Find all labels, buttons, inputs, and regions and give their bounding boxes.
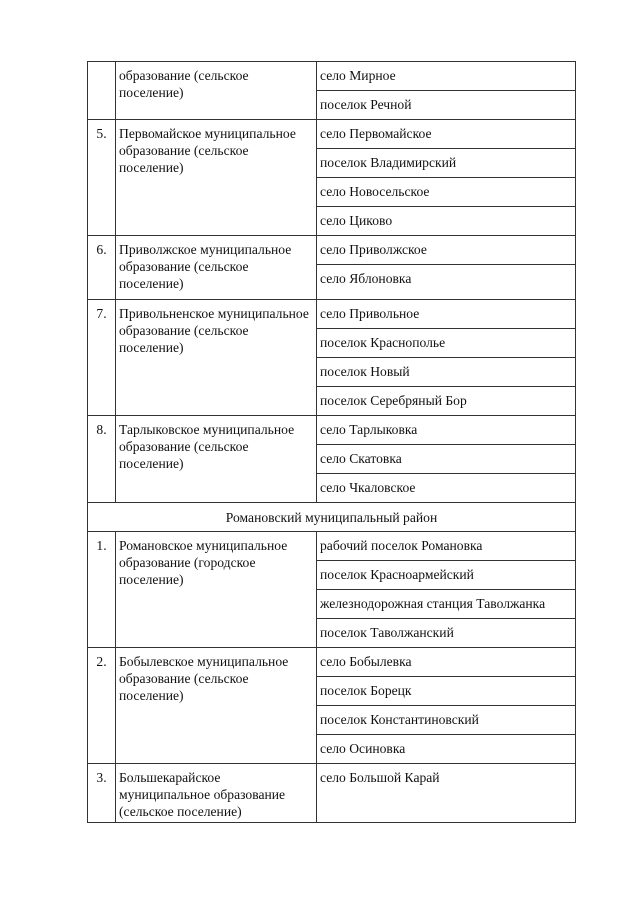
municipality-cell <box>116 532 317 648</box>
settlement-name: железнодорожная станция Таволжанка <box>320 596 546 611</box>
settlement-name: рабочий поселок Романовка <box>320 538 483 553</box>
row-number: 3. <box>96 770 107 785</box>
table-row <box>88 764 576 823</box>
settlement-name: поселок Константиновский <box>320 712 479 727</box>
settlement-cell <box>317 619 576 648</box>
settlement-cell <box>317 236 576 265</box>
table-row <box>88 416 576 445</box>
settlement-cell <box>317 62 576 91</box>
table-row <box>88 62 576 91</box>
settlement-cell <box>317 532 576 561</box>
row-number-cell <box>88 764 116 823</box>
row-number-cell <box>88 120 116 236</box>
settlement-name: поселок Серебряный Бор <box>320 393 467 408</box>
settlement-name: село Мирное <box>320 68 396 83</box>
table-row <box>88 532 576 561</box>
settlement-cell <box>317 91 576 120</box>
settlement-cell <box>317 735 576 764</box>
row-number-cell <box>88 532 116 648</box>
settlement-cell <box>317 590 576 619</box>
table-row <box>88 300 576 329</box>
municipality-name: Бобылевское муниципальное образование (сельское поселение) <box>119 654 289 703</box>
row-number-cell <box>88 62 116 120</box>
municipality-name: Романовское муниципальное образование (городское поселение) <box>119 538 288 587</box>
settlement-name: поселок Речной <box>320 97 412 112</box>
table-row <box>88 503 576 532</box>
settlement-cell <box>317 445 576 474</box>
settlement-cell <box>317 120 576 149</box>
settlement-cell <box>317 561 576 590</box>
settlement-cell <box>317 387 576 416</box>
municipality-name: Большекарайское муниципальное образование (сельское поселение) <box>119 770 286 819</box>
settlement-cell <box>317 358 576 387</box>
table-row <box>88 648 576 677</box>
row-number-cell <box>88 300 116 416</box>
row-number-cell <box>88 416 116 503</box>
settlement-name: село Циково <box>320 213 393 228</box>
municipality-cell <box>116 62 317 120</box>
settlement-name: село Яблоновка <box>320 271 412 286</box>
settlement-cell <box>317 474 576 503</box>
settlement-cell <box>317 300 576 329</box>
settlement-name: поселок Таволжанский <box>320 625 454 640</box>
district-heading-cell <box>88 503 576 532</box>
settlement-name: село Привольное <box>320 306 420 321</box>
settlement-cell <box>317 178 576 207</box>
settlement-name: поселок Красноармейский <box>320 567 474 582</box>
municipality-name: образование (сельское поселение) <box>119 68 249 100</box>
municipality-name: Тарлыковское муниципальное образование (сельское поселение) <box>119 422 295 471</box>
settlement-name: село Скатовка <box>320 451 402 466</box>
table-row <box>88 120 576 149</box>
row-number-cell <box>88 648 116 764</box>
settlement-name: поселок Владимирский <box>320 155 457 170</box>
settlement-name: село Новосельское <box>320 184 430 199</box>
municipality-cell <box>116 300 317 416</box>
district-heading: Романовский муниципальный район <box>225 510 438 525</box>
settlement-cell <box>317 706 576 735</box>
municipality-name: Первомайское муниципальное образование (сельское поселение) <box>119 126 296 175</box>
municipality-cell <box>116 236 317 300</box>
settlement-name: поселок Новый <box>320 364 410 379</box>
row-number <box>88 62 115 67</box>
settlement-name: село Большой Карай <box>320 770 440 785</box>
settlement-name: село Чкаловское <box>320 480 416 495</box>
table-row <box>88 236 576 265</box>
settlement-cell <box>317 207 576 236</box>
row-number: 7. <box>96 306 107 321</box>
settlements-table <box>87 61 576 823</box>
settlement-cell <box>317 764 576 823</box>
settlement-name: поселок Борецк <box>320 683 412 698</box>
settlement-cell <box>317 149 576 178</box>
settlement-cell <box>317 265 576 300</box>
row-number-cell <box>88 236 116 300</box>
municipality-name: Привольненское муниципальное образование (сельское поселение) <box>119 306 309 355</box>
municipality-cell <box>116 648 317 764</box>
settlement-cell <box>317 329 576 358</box>
settlements-table-body <box>88 62 576 823</box>
row-number: 2. <box>96 654 107 669</box>
settlement-cell <box>317 677 576 706</box>
municipality-name: Приволжское муниципальное образование (сельское поселение) <box>119 242 292 291</box>
row-number: 6. <box>96 242 107 257</box>
settlement-name: поселок Краснополье <box>320 335 446 350</box>
row-number: 8. <box>96 422 107 437</box>
row-number: 5. <box>96 126 107 141</box>
settlement-name: село Осиновка <box>320 741 406 756</box>
settlement-name: село Первомайское <box>320 126 432 141</box>
settlement-cell <box>317 416 576 445</box>
municipality-cell <box>116 416 317 503</box>
row-number: 1. <box>96 538 107 553</box>
settlement-name: село Приволжское <box>320 242 427 257</box>
settlement-name: село Бобылевка <box>320 654 412 669</box>
municipality-cell <box>116 764 317 823</box>
settlement-cell <box>317 648 576 677</box>
settlement-name: село Тарлыковка <box>320 422 418 437</box>
municipality-cell <box>116 120 317 236</box>
